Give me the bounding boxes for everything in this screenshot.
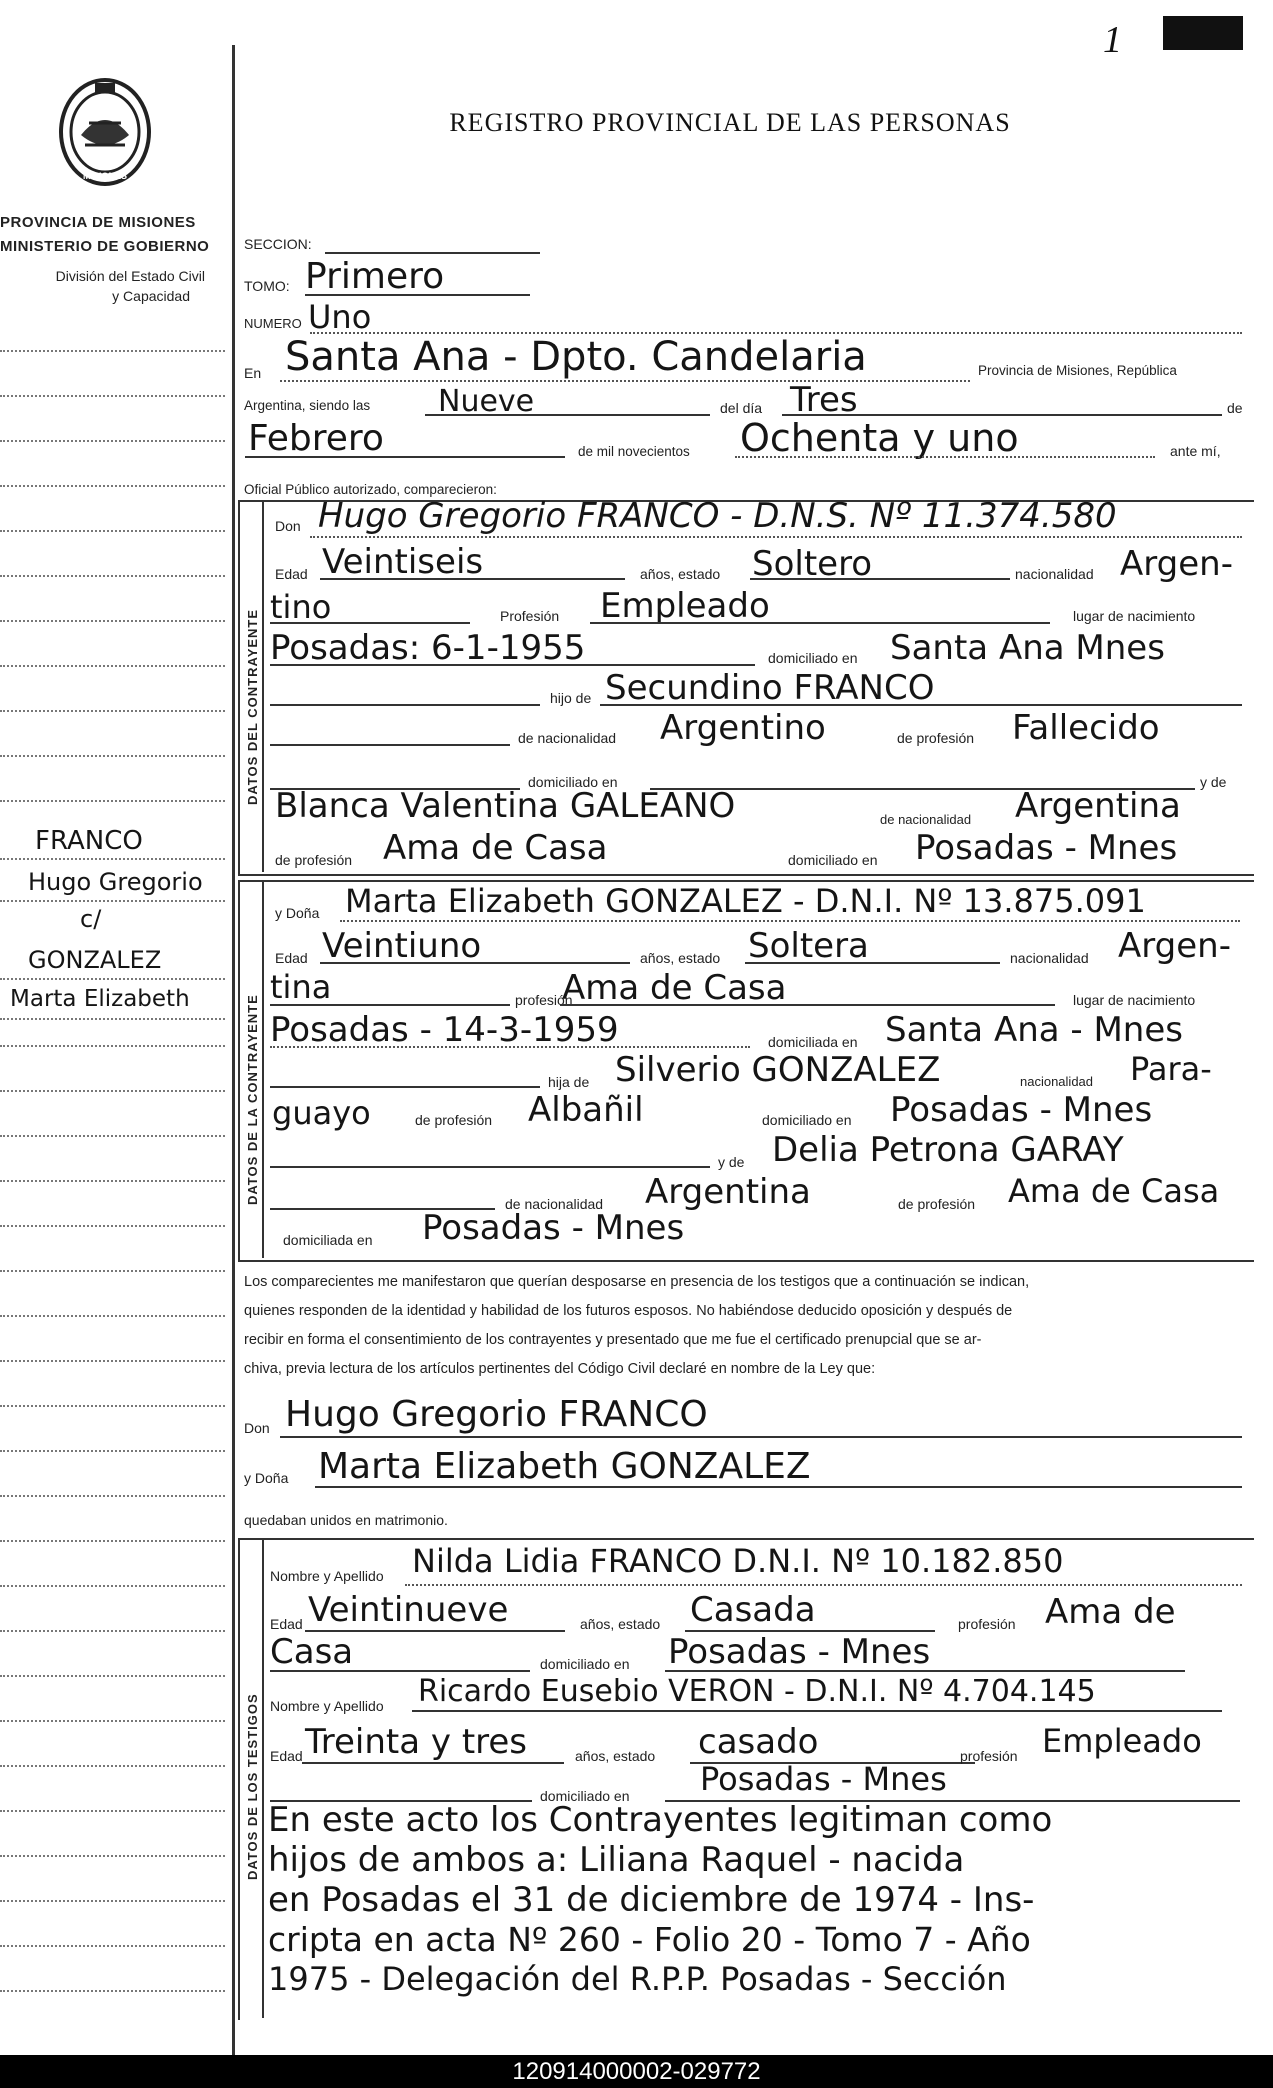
value-bride-father-prof: Albañil (528, 1090, 644, 1130)
label-domiciliado: domiciliado en (768, 650, 858, 666)
value-dia: Tres (790, 380, 858, 420)
label-domiciliada: domiciliada en (283, 1232, 373, 1248)
value-groom-age: Veintiseis (322, 542, 484, 582)
margin-note-line: Hugo Gregorio (28, 868, 203, 896)
margin-line (0, 395, 225, 397)
witnesses-section-label: DATOS DE LOS TESTIGOS (245, 1693, 260, 1880)
margin-line (0, 1180, 225, 1182)
field-line (270, 664, 755, 666)
legal-paragraph (244, 1268, 1244, 1384)
label-anos-estado: años, estado (575, 1748, 656, 1764)
value-groom-prof: Empleado (600, 586, 770, 626)
field-line (302, 1762, 564, 1764)
margin-line (0, 755, 225, 757)
label-lugar-nac: lugar de nacimiento (1073, 992, 1196, 1008)
value-bride-nac-2: tina (270, 968, 332, 1006)
field-line (270, 622, 470, 624)
field-line (270, 1166, 710, 1168)
label-de-nacionalidad: de nacionalidad (880, 812, 972, 827)
groom-section-label: DATOS DEL CONTRAYENTE (245, 608, 260, 805)
label-del-dia: del día (720, 400, 763, 416)
margin-line (0, 665, 225, 667)
value-groom-mother-nac: Argentina (1015, 786, 1181, 826)
value-lugar: Santa Ana - Dpto. Candelaria (285, 334, 867, 380)
label-de-nacionalidad: de nacionalidad (518, 730, 617, 746)
value-groom-dom: Santa Ana Mnes (890, 628, 1165, 668)
field-line (270, 704, 540, 706)
value-witness2-estado: casado (698, 1722, 819, 1762)
label-seccion: SECCION: (244, 236, 312, 252)
margin-line (0, 710, 225, 712)
division-line-1: División del Estado Civil (55, 268, 205, 284)
value-witness2-age: Treinta y tres (305, 1722, 528, 1762)
notes-line: 1975 - Delegación del R.P.P. Posadas - Sección (268, 1960, 1007, 1998)
field-line (270, 1670, 530, 1672)
field-line (270, 1004, 510, 1006)
label-en: En (244, 365, 262, 381)
margin-line (0, 1585, 225, 1587)
value-groom-mother-prof: Ama de Casa (383, 828, 608, 868)
value-numero: Uno (308, 298, 372, 336)
value-hora: Nueve (438, 384, 535, 419)
label-de-profesion: de profesión (898, 1196, 976, 1212)
notes-line: en Posadas el 31 de diciembre de 1974 - Ins- (268, 1880, 1035, 1920)
margin-line (0, 1405, 225, 1407)
margin-line (0, 575, 225, 577)
field-line (405, 1584, 1242, 1586)
value-anio: Ochenta y uno (740, 416, 1019, 460)
side-divider (262, 880, 264, 1258)
margin-line (0, 1270, 225, 1272)
value-bride-mother-nac: Argentina (645, 1172, 811, 1212)
label-de-mil: de mil novecientos (578, 444, 690, 459)
field-line (340, 920, 1240, 922)
margin-line (0, 485, 225, 487)
label-argentina-siendo: Argentina, siendo las (244, 398, 371, 413)
label-domiciliado: domiciliado en (788, 852, 878, 868)
legal-line: Los comparecientes me manifestaron que querían desposarse en presencia de los testigos que a continuación se indican, (244, 1274, 1030, 1290)
value-witness2-name: Ricardo Eusebio VERON - D.N.I. Nº 4.704.145 (418, 1674, 1096, 1709)
value-bride-father: Silverio GONZALEZ (615, 1050, 941, 1090)
margin-note-line: GONZALEZ (28, 946, 162, 974)
label-profesion: Profesión (500, 608, 560, 624)
field-line (600, 704, 1242, 706)
field-line (320, 578, 625, 580)
margin-line (0, 1900, 225, 1902)
label-anos-estado: años, estado (640, 950, 721, 966)
value-groom-father-nac: Argentino (660, 708, 826, 748)
field-line (280, 1436, 1242, 1438)
margin-line (0, 530, 225, 532)
field-line (590, 622, 1050, 624)
legal-line: quienes responden de la identidad y habilidad de los futuros esposos. No habiéndose deducido oposición y después de (244, 1303, 1013, 1319)
label-hija-de: hija de (548, 1074, 590, 1090)
margin-line (0, 620, 225, 622)
label-ante-mi: ante mí, (1170, 443, 1221, 459)
field-line (280, 380, 970, 382)
margin-line (0, 1720, 225, 1722)
label-domiciliada: domiciliada en (768, 1034, 858, 1050)
field-line (425, 414, 710, 416)
margin-line (0, 978, 225, 980)
side-divider (262, 500, 264, 872)
label-de-profesion: de profesión (415, 1112, 493, 1128)
margin-line (0, 1225, 225, 1227)
value-groom-nac-2: tino (270, 588, 332, 626)
label-hijo-de: hijo de (550, 690, 592, 706)
label-edad: Edad (270, 1748, 303, 1764)
field-line (270, 744, 510, 746)
value-bride-father-nac-2: guayo (272, 1094, 371, 1132)
margin-line (0, 1045, 225, 1047)
svg-text:MISIONES: MISIONES (82, 171, 128, 181)
label-domiciliado: domiciliado en (540, 1656, 630, 1672)
notes-line: cripta en acta Nº 260 - Folio 20 - Tomo 7 - Año (268, 1920, 1031, 1959)
document-code: 120914000002-029772 (0, 2055, 1273, 2088)
value-bride-father-nac-1: Para- (1130, 1050, 1212, 1088)
value-bride-father-dom: Posadas - Mnes (890, 1090, 1153, 1130)
value-mes: Febrero (248, 418, 384, 459)
value-bride-dom: Santa Ana - Mnes (885, 1010, 1183, 1050)
margin-line (0, 800, 225, 802)
label-numero: NUMERO (244, 316, 302, 331)
label-y-dona: y Doña (244, 1470, 289, 1486)
label-y-dona: y Doña (275, 905, 320, 921)
value-tomo: Primero (305, 256, 445, 297)
bride-section-label: DATOS DE LA CONTRAYENTE (245, 994, 260, 1205)
value-groom-name: Hugo Gregorio FRANCO - D.N.S. Nº 11.374.580 (318, 496, 1117, 536)
label-y-de: y de (1200, 774, 1227, 790)
label-don: Don (275, 518, 301, 534)
value-groom-father-prof: Fallecido (1012, 708, 1160, 748)
legal-line: recibir en forma el consentimiento de los contrayentes y presentado que me fue el certificado prenupcial que se ar- (244, 1332, 982, 1348)
notes-line: En este acto los Contrayentes legitiman como (268, 1800, 1053, 1840)
label-nacionalidad: nacionalidad (1015, 566, 1094, 582)
value-witness2-prof: Empleado (1042, 1722, 1202, 1760)
label-edad: Edad (275, 950, 308, 966)
margin-line (0, 1090, 225, 1092)
margin-line (0, 1675, 225, 1677)
label-edad: Edad (275, 566, 308, 582)
label-profesion: profesión (958, 1616, 1016, 1632)
value-witness1-dom: Posadas - Mnes (668, 1632, 931, 1672)
value-bride-estado: Soltera (748, 926, 869, 966)
label-lugar-nac: lugar de nacimiento (1073, 608, 1196, 624)
value-witness2-dom: Posadas - Mnes (700, 1760, 947, 1798)
label-domiciliado: domiciliado en (540, 1788, 630, 1804)
value-bride-mother-dom: Posadas - Mnes (422, 1208, 685, 1248)
redaction-block (1163, 16, 1243, 50)
value-groom-mother: Blanca Valentina GALEANO (275, 786, 736, 826)
label-de: de (1227, 400, 1243, 416)
field-line (745, 962, 1000, 964)
margin-line (0, 1765, 225, 1767)
value-don-final: Hugo Gregorio FRANCO (285, 1394, 708, 1435)
field-line (665, 1670, 1185, 1672)
label-de-profesion: de profesión (275, 852, 353, 868)
margin-line (0, 1495, 225, 1497)
value-witness1-estado: Casada (690, 1590, 816, 1630)
margin-line (0, 1630, 225, 1632)
value-bride-birth: Posadas - 14-3-1959 (270, 1010, 619, 1050)
value-bride-mother-prof: Ama de Casa (1008, 1172, 1220, 1210)
label-de-nacionalidad: de nacionalidad (505, 1196, 604, 1212)
margin-line (0, 1018, 225, 1020)
label-profesion: profesión (960, 1748, 1018, 1764)
label-nacionalidad: nacionalidad (1020, 1074, 1094, 1089)
field-line (305, 294, 530, 296)
value-bride-name: Marta Elizabeth GONZALEZ - D.N.I. Nº 13.875.091 (345, 882, 1146, 920)
page-number: 1 (1103, 19, 1122, 61)
division-line-2: y Capacidad (112, 288, 190, 304)
field-line (560, 1004, 1055, 1006)
margin-line (0, 1810, 225, 1812)
label-anos-estado: años, estado (640, 566, 721, 582)
label-anos-estado: años, estado (580, 1616, 661, 1632)
label-quedaban: quedaban unidos en matrimonio. (244, 1512, 448, 1528)
margin-line (0, 858, 225, 860)
ministry-name: MINISTERIO DE GOBIERNO (0, 238, 210, 255)
value-witness1-age: Veintinueve (308, 1590, 509, 1630)
legal-line: chiva, previa lectura de los artículos pertinentes del Código Civil declaré en nombre de la Ley que: (244, 1361, 876, 1377)
field-line (270, 1046, 750, 1048)
field-line (325, 252, 540, 254)
value-bride-mother: Delia Petrona GARAY (772, 1130, 1124, 1170)
label-y-de: y de (718, 1154, 745, 1170)
label-profesion: profesión (515, 992, 573, 1008)
value-dona-final: Marta Elizabeth GONZALEZ (318, 1446, 811, 1487)
margin-line (0, 900, 225, 902)
margin-note-line: c/ (80, 905, 102, 933)
margin-line (0, 440, 225, 442)
label-nombre-apellido: Nombre y Apellido (270, 1698, 384, 1714)
provincial-seal-icon (45, 75, 165, 190)
value-witness1-prof-1: Ama de (1045, 1592, 1176, 1632)
label-domiciliado: domiciliado en (762, 1112, 852, 1128)
label-tomo: TOMO: (244, 278, 290, 294)
province-name: PROVINCIA DE MISIONES (0, 214, 196, 231)
margin-line (0, 1990, 225, 1992)
value-groom-nac-1: Argen- (1120, 544, 1233, 584)
field-line (735, 456, 1155, 458)
label-domiciliado: domiciliado en (528, 774, 618, 790)
field-line (270, 1086, 540, 1088)
value-witness1-name: Nilda Lidia FRANCO D.N.I. Nº 10.182.850 (412, 1542, 1064, 1580)
margin-line (0, 1945, 225, 1947)
label-de-profesion: de profesión (897, 730, 975, 746)
field-line (412, 1710, 1222, 1712)
label-provincia: Provincia de Misiones, República (978, 363, 1177, 378)
value-bride-prof: Ama de Casa (562, 968, 787, 1008)
label-nombre-apellido: Nombre y Apellido (270, 1568, 384, 1584)
label-don: Don (244, 1420, 270, 1436)
margin-line (0, 1360, 225, 1362)
margin-line (0, 350, 225, 352)
value-groom-father: Secundino FRANCO (605, 668, 935, 708)
label-edad: Edad (270, 1616, 303, 1632)
page-title: REGISTRO PROVINCIAL DE LAS PERSONAS (449, 108, 1011, 137)
field-line (310, 536, 1242, 538)
notes-line: hijos de ambos a: Liliana Raquel - nacida (268, 1840, 965, 1880)
label-oficial: Oficial Público autorizado, comparecieron: (244, 482, 497, 497)
field-line (320, 962, 630, 964)
margin-line (0, 1540, 225, 1542)
label-nacionalidad: nacionalidad (1010, 950, 1089, 966)
value-bride-nac-1: Argen- (1118, 926, 1231, 966)
field-line (245, 456, 565, 458)
value-groom-mother-dom: Posadas - Mnes (915, 828, 1178, 868)
value-groom-birth: Posadas: 6-1-1955 (270, 628, 586, 668)
value-bride-age: Veintiuno (322, 926, 482, 966)
margin-note-line: FRANCO (35, 826, 143, 856)
side-divider (262, 1538, 264, 2018)
margin-note-line: Marta Elizabeth (10, 986, 190, 1012)
field-line (750, 578, 1010, 580)
margin-line (0, 1450, 225, 1452)
margin-line (0, 1315, 225, 1317)
margin-divider (232, 45, 235, 2055)
margin-line (0, 1135, 225, 1137)
value-groom-estado: Soltero (752, 544, 873, 584)
value-witness1-prof-2: Casa (270, 1632, 354, 1672)
field-line (315, 1486, 1242, 1488)
margin-line (0, 1855, 225, 1857)
